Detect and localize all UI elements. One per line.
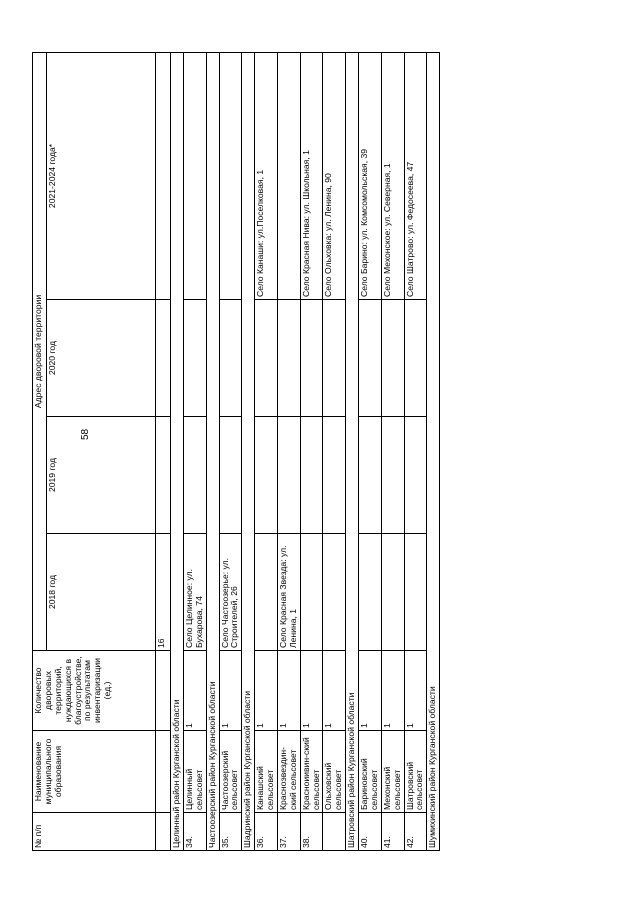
row-2020 xyxy=(359,300,382,417)
row-num: 42. xyxy=(404,813,427,851)
row-name: Красноэвездин-ский сельсовет xyxy=(277,731,300,813)
page-number: 58 xyxy=(80,428,91,440)
row-2018: Село Красная Звезда: ул. Ленина, 1 xyxy=(277,534,300,651)
row-name: Шатровский сельсовет xyxy=(404,731,427,813)
row-2020 xyxy=(219,300,242,417)
header-count: Количество дворовых территорий, нуждающихся в благоустройстве, по результатам инвентаризации (ед.) xyxy=(33,651,156,731)
row-2020 xyxy=(300,300,323,417)
row-num: 35. xyxy=(219,813,242,851)
row-count: 1 xyxy=(404,651,427,731)
row-num: 38. xyxy=(300,813,323,851)
address-table xyxy=(32,52,440,851)
row-2021: Село Красная Нива: ул. Школьная, 1 xyxy=(300,52,323,299)
row-2018 xyxy=(255,534,278,651)
region-row: Целинный район Курганской области xyxy=(171,52,184,850)
region-row: Шатровский район Курганской области xyxy=(346,52,359,850)
region-row: Частоозерский район Курганской области xyxy=(206,52,219,850)
header-number-cell xyxy=(156,417,171,534)
header-2020: 2020 год xyxy=(47,300,156,417)
header-number-cell xyxy=(156,651,171,731)
row-name: Красноиивин-ский сельсовет xyxy=(300,731,323,813)
row-num: 40. xyxy=(359,813,382,851)
header-number-cell: 16 xyxy=(156,534,171,651)
row-2020 xyxy=(404,300,427,417)
row-2020 xyxy=(381,300,404,417)
header-number-cell xyxy=(156,300,171,417)
header-2019: 2019 год xyxy=(47,417,156,534)
row-2021: Село Барино: ул. Комсомольская, 39 xyxy=(359,52,382,299)
row-count: 1 xyxy=(359,651,382,731)
row-count: 1 xyxy=(219,651,242,731)
row-2019 xyxy=(359,417,382,534)
row-name: Ольховский сельсовет xyxy=(323,731,346,813)
row-num: 37. xyxy=(277,813,300,851)
row-name: Целинный сельсовет xyxy=(183,731,206,813)
region-row: Шумихинский район Курганской области xyxy=(427,52,440,850)
row-name: Мехонский сельсовет xyxy=(381,731,404,813)
row-2018 xyxy=(359,534,382,651)
row-count: 1 xyxy=(255,651,278,731)
row-2019 xyxy=(323,417,346,534)
row-2019 xyxy=(277,417,300,534)
row-2021: Село Мехонское: ул. Северная, 1 xyxy=(381,52,404,299)
header-number-cell xyxy=(156,731,171,813)
row-2021: Село Шатрово: ул. Федосеева, 47 xyxy=(404,52,427,299)
header-number-cell xyxy=(156,52,171,299)
header-num: № п/п xyxy=(33,813,156,851)
rotated-table-container xyxy=(32,53,444,851)
row-count: 1 xyxy=(381,651,404,731)
row-name: Бариновский сельсовет xyxy=(359,731,382,813)
row-2021: Село Канаши: ул.Поселковая, 1 xyxy=(255,52,278,299)
header-2021: 2021-2024 года* xyxy=(47,52,156,299)
row-2019 xyxy=(300,417,323,534)
row-num: 36. xyxy=(255,813,278,851)
row-2019 xyxy=(404,417,427,534)
header-address: Адрес дворовой территории xyxy=(33,52,47,650)
row-count: 1 xyxy=(183,651,206,731)
header-number-cell xyxy=(156,813,171,851)
row-count: 1 xyxy=(300,651,323,731)
row-2020 xyxy=(323,300,346,417)
row-2019 xyxy=(255,417,278,534)
row-num: 41. xyxy=(381,813,404,851)
row-name: Канашский сельсовет xyxy=(255,731,278,813)
row-2019 xyxy=(381,417,404,534)
region-row: Шадринский район Курганской области xyxy=(242,52,255,850)
row-2020 xyxy=(183,300,206,417)
row-name: Частоозерский сельсовет xyxy=(219,731,242,813)
row-count: 1 xyxy=(323,651,346,731)
header-2018: 2018 год xyxy=(47,534,156,651)
row-num: 34. xyxy=(183,813,206,851)
row-num xyxy=(323,813,346,851)
row-count: 1 xyxy=(277,651,300,731)
row-2021: Село Ольховка: ул. Ленина, 90 xyxy=(323,52,346,299)
row-2018 xyxy=(404,534,427,651)
row-2018 xyxy=(300,534,323,651)
row-2021 xyxy=(277,52,300,299)
header-name: Наименование муниципального образования xyxy=(33,731,156,813)
row-2018: Село Частоозерье: ул. Строителей, 26 xyxy=(219,534,242,651)
row-2020 xyxy=(255,300,278,417)
row-2021 xyxy=(219,52,242,299)
row-2018 xyxy=(381,534,404,651)
row-2020 xyxy=(277,300,300,417)
row-2019 xyxy=(219,417,242,534)
row-2018 xyxy=(323,534,346,651)
row-2018: Село Целинное: ул. Бухарова, 74 xyxy=(183,534,206,651)
row-2019 xyxy=(183,417,206,534)
row-2021 xyxy=(183,52,206,299)
